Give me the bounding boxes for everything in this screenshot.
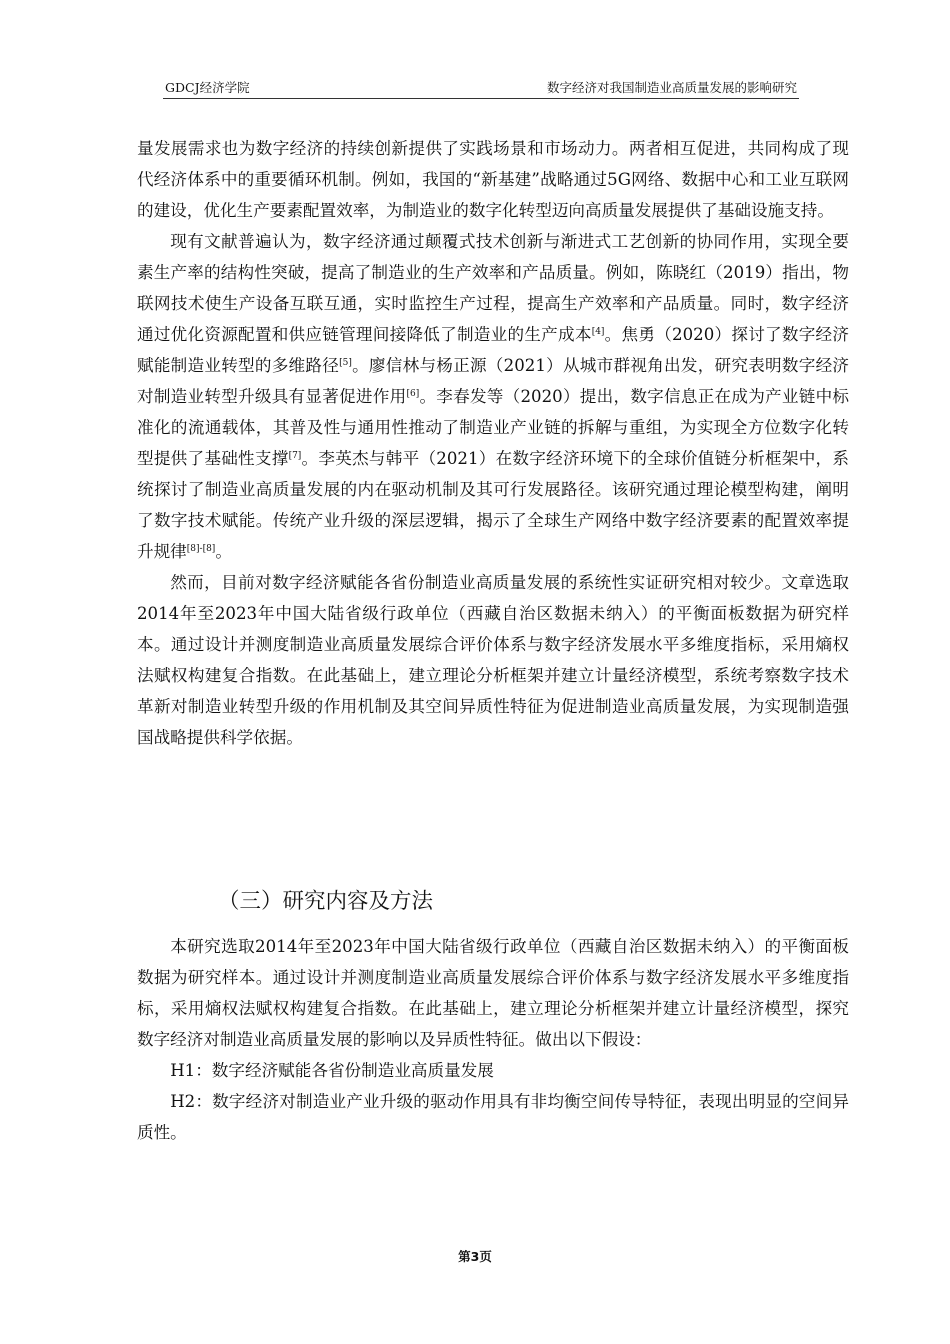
section-heading: （三）研究内容及方法 xyxy=(218,888,434,914)
text-segment: 。焦勇（2020）探讨了数字经济赋能制造业转型的多维路径 xyxy=(137,325,849,375)
citation-ref: [6] xyxy=(406,389,420,399)
hypothesis-1: H1：数字经济赋能各省份制造业高质量发展 xyxy=(170,1061,494,1080)
paragraph-literature-review xyxy=(137,226,849,567)
text-segment: 。李英杰与韩平（2021）在数字经济环境下的全球价值链分析框架中，系统探讨了制造业高质量发展的内在驱动机制及其可行发展路径。该研究通过理论模型构建，阐明了数字技术赋能。传统产业升级的深层逻辑，揭示了全球生产网络中数字经济要素的配置效率提升规律 xyxy=(137,449,849,561)
text-segment: 。 xyxy=(215,542,232,561)
header-institution: GDCJ经济学院 xyxy=(165,80,250,95)
page-number: 第3页 xyxy=(458,1249,492,1264)
citation-ref: [7] xyxy=(288,451,302,461)
citation-ref: [5] xyxy=(339,358,352,368)
hypothesis-2: H2：数字经济对制造业产业升级的驱动作用具有非均衡空间传导特征，表现出明显的空间异质性。 xyxy=(137,1092,849,1142)
text-segment: 现有文献普遍认为，数字经济通过颠覆式技术创新与渐进式工艺创新的协同作用，实现全要素生产率的结构性突破，提高了制造业的生产效率和产品质量。例如，陈晓红（2019）指出，物联网技术使生产设备互联互通，实时监控生产过程，提高生产效率和产品质量。同时，数字经济通过优化资源配置和供应链管理间接降低了制造业的生产成本 xyxy=(137,232,849,344)
citation-ref: [8]-[8] xyxy=(186,544,216,554)
paragraph-research-method: 本研究选取2014年至2023年中国大陆省级行政单位（西藏自治区数据未纳入）的平衡面板数据为研究样本。通过设计并测度制造业高质量发展综合评价体系与数字经济发展水平多维度指标，采用熵权法赋权构建复合指数。在此基础上，建立理论分析框架并建立计量经济模型，探究数字经济对制造业高质量发展的影响以及异质性特征。做出以下假设： xyxy=(137,937,849,1049)
text-segment: 。廖信林与杨正源（2021）从城市群视角出发，研究表明数字经济对制造业转型升级具有显著促进作用 xyxy=(137,356,850,406)
header-paper-title: 数字经济对我国制造业高质量发展的影响研究 xyxy=(546,80,797,95)
page-header xyxy=(163,80,799,99)
citation-ref: [4] xyxy=(591,327,605,337)
body-text-top xyxy=(137,133,849,753)
paragraph-research-gap: 然而，目前对数字经济赋能各省份制造业高质量发展的系统性实证研究相对较少。文章选取2014年至2023年中国大陆省级行政单位（西藏自治区数据未纳入）的平衡面板数据为研究样本。通过设计并测度制造业高质量发展综合评价体系与数字经济发展水平多维度指标，采用熵权法赋权构建复合指数。在此基础上，建立理论分析框架并建立计量经济模型，系统考察数字技术革新对制造业转型升级的作用机制及其空间异质性特征为促进制造业高质量发展，为实现制造强国战略提供科学依据。 xyxy=(137,573,849,747)
paragraph-continued: 量发展需求也为数字经济的持续创新提供了实践场景和市场动力。两者相互促进，共同构成了现代经济体系中的重要循环机制。例如，我国的“新基建”战略通过5G网络、数据中心和工业互联网的建设，优化生产要素配置效率，为制造业的数字化转型迈向高质量发展提供了基础设施支持。 xyxy=(137,139,849,220)
body-text-bottom xyxy=(137,931,849,1148)
text-segment: 。李春发等（2020）提出，数字信息正在成为产业链中标准化的流通载体，其普及性与通用性推动了制造业产业链的拆解与重组，为实现全方位数字化转型提供了基础性支撑 xyxy=(137,387,850,468)
